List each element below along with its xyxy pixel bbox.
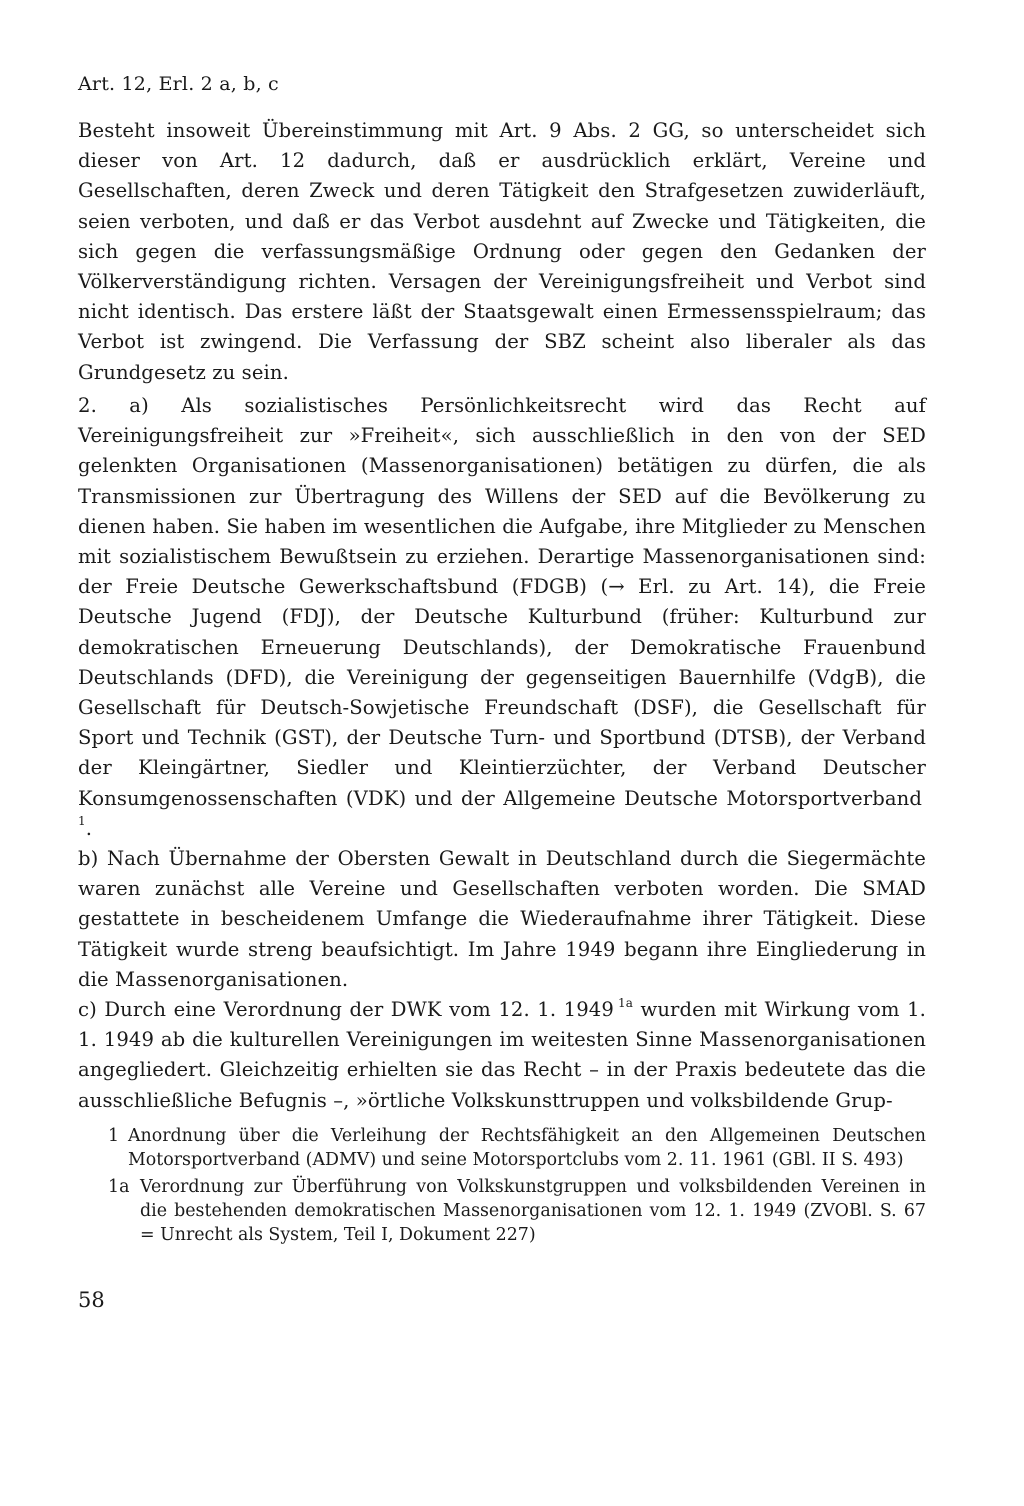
section-2a-end: . bbox=[85, 816, 93, 840]
footnote-ref-1a[interactable]: 1a bbox=[617, 995, 633, 1010]
footnote-number: 1 bbox=[108, 1126, 120, 1146]
page-number: 58 bbox=[78, 1288, 105, 1312]
section-2 bbox=[78, 391, 926, 1116]
section-2c-start: c) Durch eine Verordnung der DWK vom 12. 1. 1949 bbox=[78, 998, 614, 1022]
paragraph-1-text: Besteht insoweit Übereinstimmung mit Art. 9 Abs. 2 GG, so unterscheidet sich dieser von Art. 12 dadurch, daß er ausdrücklich erklärt, Vereine und Gesellschaften, deren Zweck und deren Tätigkeit den Strafgesetzen zuwiderläuft, seien verboten, und daß er das Verbot ausdehnt auf Zwecke und Tätigkeiten, die sich gegen die verfassungsmäßige Ordnung oder gegen den Gedanken der Völkerverständigung richten. Versagen der Vereinigungsfreiheit und Verbot sind nicht identisch. Das erstere läßt der Staatsgewalt einen Ermessensspielraum; das Verbot ist zwingend. Die Verfassung der SBZ scheint also liberaler als das Grundgesetz zu sein. bbox=[78, 119, 926, 384]
section-2a bbox=[78, 391, 926, 844]
footnote-number: 1a bbox=[108, 1177, 130, 1197]
running-head: Art. 12, Erl. 2 a, b, c bbox=[78, 73, 279, 95]
section-2b: b) Nach Übernahme der Obersten Gewalt in Deutschland durch die Siegermächte waren zunächst alle Vereine und Gesellschaften verboten worden. Die SMAD gestattete in bescheidenem Umfange die Wiederaufnahme ihrer Tätigkeit. Diese Tätigkeit wurde streng beaufsichtigt. Im Jahre 1949 begann ihre Eingliederung in die Massenorganisationen. bbox=[78, 847, 926, 991]
section-2a-text: 2. a) Als sozialistisches Persönlichkeitsrecht wird das Recht auf Vereinigungsfreiheit zur »Freiheit«, sich ausschließlich in den von der SED gelenkten Organisationen (Massenorganisationen) betätigen zu dürfen, die als Transmissionen zur Übertragung des Willens der SED auf die Bevölkerung zu dienen haben. Sie haben im wesentlichen die Aufgabe, ihre Mitglieder zu Menschen mit sozialistischem Bewußtsein zu erziehen. Derartige Massenorganisationen sind: der Freie Deutsche Gewerkschaftsbund (FDGB) (→ Erl. zu Art. 14), die Freie Deutsche Jugend (FDJ), der Deutsche Kulturbund (früher: Kulturbund zur demokratischen Erneuerung Deutschlands), der Demokratische Frauenbund Deutschlands (DFD), die Vereinigung der gegenseitigen Bauernhilfe (VdgB), die Gesellschaft für Deutsch-Sowjetische Freundschaft (DSF), die Gesellschaft für Sport und Technik (GST), der Deutsche Turn- und Sportbund (DTSB), der Verband der Kleingärtner, Siedler und Kleintierzüchter, der Verband Deutscher Konsumgenossenschaften (VDK) und der Allgemeine Deutsche Motorsportverband bbox=[78, 394, 926, 810]
footnote-1 bbox=[108, 1124, 926, 1172]
section-2c-rest: wurden mit Wirkung vom 1. 1. 1949 ab die kulturellen Vereinigungen im weitesten Sinne Massenorganisationen angegliedert. Gleichzeitig erhielten sie das Recht – in der Praxis bedeutete das die ausschließliche Befugnis –, »örtliche Volkskunsttruppen und volksbildende Grup- bbox=[78, 998, 926, 1112]
paragraph-1 bbox=[78, 116, 926, 388]
footnotes bbox=[108, 1124, 926, 1250]
footnote-ref-1[interactable]: 1 bbox=[78, 814, 86, 829]
section-2c bbox=[78, 995, 926, 1116]
footnote-text: Anordnung über die Verleihung der Rechtsfähigkeit an den Allgemeinen Deutschen Motorsportverband (ADMV) und seine Motorsportclubs vom 2. 11. 1961 (GBl. II S. 493) bbox=[128, 1126, 926, 1170]
footnote-1a bbox=[108, 1175, 926, 1247]
footnote-text: Verordnung zur Überführung von Volkskunstgruppen und volksbildenden Vereinen in die bestehenden demokratischen Massenorganisationen vom 12. 1. 1949 (ZVOBl. S. 67 = Unrecht als System, Teil I, Dokument 227) bbox=[140, 1177, 926, 1245]
